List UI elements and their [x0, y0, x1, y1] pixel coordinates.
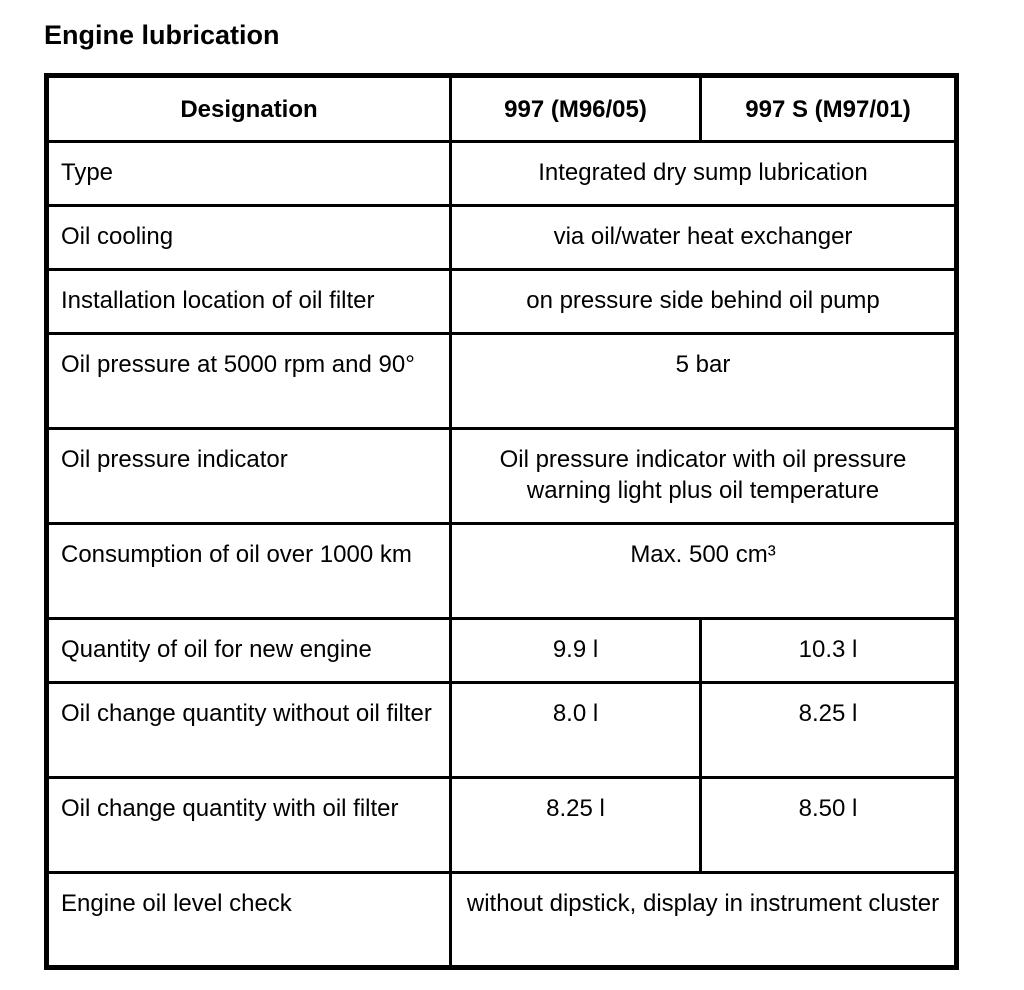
table-row — [47, 270, 957, 334]
table-row — [47, 873, 957, 968]
row-value-997: 8.0 l — [451, 683, 701, 778]
row-value: without dipstick, display in instrument cluster — [451, 873, 957, 968]
table-row — [47, 619, 957, 683]
row-value-997s: 8.25 l — [701, 683, 957, 778]
row-value-997: 9.9 l — [451, 619, 701, 683]
page-title: Engine lubrication — [44, 20, 280, 50]
engine-lubrication-table — [44, 73, 959, 970]
row-value: via oil/water heat exchanger — [451, 206, 957, 270]
row-label: Type — [47, 142, 451, 206]
table-row — [47, 142, 957, 206]
row-label: Installation location of oil filter — [47, 270, 451, 334]
table-row — [47, 683, 957, 778]
table-row — [47, 524, 957, 619]
row-value-997s: 8.50 l — [701, 778, 957, 873]
row-label: Quantity of oil for new engine — [47, 619, 451, 683]
row-label: Engine oil level check — [47, 873, 451, 968]
table-row — [47, 334, 957, 429]
row-value: Oil pressure indicator with oil pressure warning light plus oil temperature — [451, 429, 957, 524]
row-label: Oil change quantity without oil filter — [47, 683, 451, 778]
row-label: Consumption of oil over 1000 km — [47, 524, 451, 619]
row-value-997: 8.25 l — [451, 778, 701, 873]
row-label: Oil pressure indicator — [47, 429, 451, 524]
row-value: on pressure side behind oil pump — [451, 270, 957, 334]
table-row — [47, 429, 957, 524]
row-label: Oil pressure at 5000 rpm and 90° — [47, 334, 451, 429]
table-row — [47, 778, 957, 873]
row-label: Oil change quantity with oil filter — [47, 778, 451, 873]
row-value: Max. 500 cm³ — [451, 524, 957, 619]
row-value: Integrated dry sump lubrication — [451, 142, 957, 206]
row-value-997s: 10.3 l — [701, 619, 957, 683]
header-997s: 997 S (M97/01) — [701, 76, 957, 142]
header-997: 997 (M96/05) — [451, 76, 701, 142]
table-header-row — [47, 76, 957, 142]
row-value: 5 bar — [451, 334, 957, 429]
table-row — [47, 206, 957, 270]
header-designation: Designation — [47, 76, 451, 142]
row-label: Oil cooling — [47, 206, 451, 270]
